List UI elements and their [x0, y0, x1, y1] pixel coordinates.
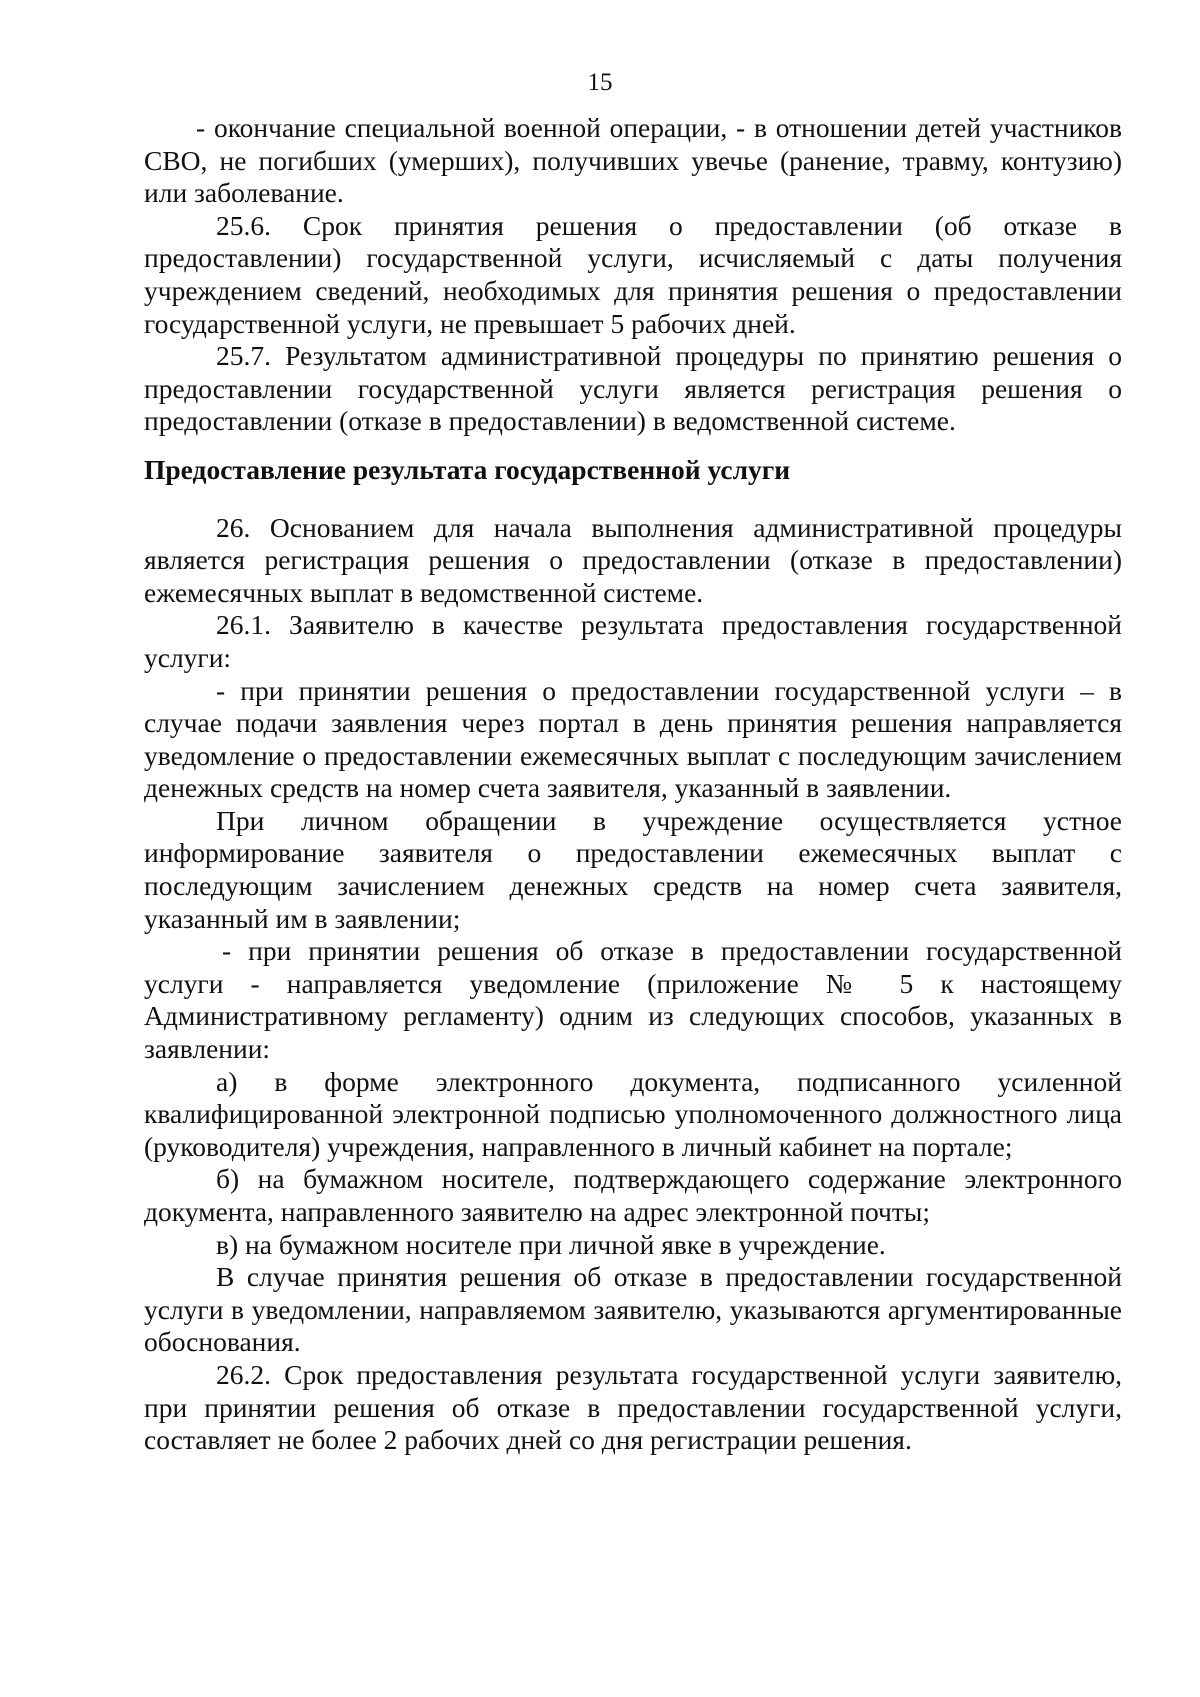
paragraph-26-2: 26.2. Срок предоставления результата государственной услуги заявителю, при принятии решения об отказе в предоставлении государственной услуги, составляет не более 2 рабочих дней со дня регистрации решения. — [144, 1358, 1122, 1456]
page-number: 15 — [587, 69, 613, 96]
paragraph-grant-decision: - при принятии решения о предоставлении государственной услуги – в случае подачи заявления через портал в день принятия решения направляется уведомление о предоставлении ежемесячных выплат с последующим зачислением денежных средств на номер счета заявителя, указанный в заявлении. — [144, 674, 1122, 804]
paragraph-personal-visit: При личном обращении в учреждение осуществляется устное информирование заявителя о предоставлении ежемесячных выплат с последующим зачислением денежных средств на номер счета заявителя, указанный им в заявлении; — [144, 804, 1122, 934]
document-body — [144, 112, 1122, 1457]
paragraph-25-6: 25.6. Срок принятия решения о предоставлении (об отказе в предоставлении) государственной услуги, исчисляемый с даты получения учреждением сведений, необходимых для принятия решения о предоставлении государственной услуги, не превышает 5 рабочих дней. — [144, 209, 1122, 339]
paragraph-option-a: а) в форме электронного документа, подписанного усиленной квалифицированной электронной подписью уполномоченного должностного лица (руководителя) учреждения, направленного в личный кабинет на портале; — [144, 1065, 1122, 1162]
section-heading: Предоставление результата государственной услуги — [144, 453, 791, 485]
paragraph-refusal-decision: - при принятии решения об отказе в предоставлении государственной услуги - направляется уведомление (приложение № 5 к настоящему Административному регламенту) одним из следующих способов, указанных в заявлении: — [144, 935, 1122, 1065]
paragraph-25-7: 25.7. Результатом административной процедуры по принятию решения о предоставлении государственной услуги является регистрация решения о предоставлении (отказе в предоставлении) в ведомственной системе. — [144, 340, 1122, 437]
paragraph-option-c: в) на бумажном носителе при личной явке в учреждение. — [216, 1228, 886, 1260]
paragraph-option-b: б) на бумажном носителе, подтверждающего содержание электронного документа, направленного заявителю на адрес электронной почты; — [144, 1163, 1122, 1227]
paragraph-26-1: 26.1. Заявителю в качестве результата предоставления государственной услуги: — [144, 609, 1122, 673]
paragraph-26: 26. Основанием для начала выполнения административной процедуры является регистрация решения о предоставлении (отказе в предоставлении) ежемесячных выплат в ведомственной системе. — [144, 511, 1122, 608]
paragraph-svo-end: - окончание специальной военной операции, - в отношении детей участников СВО, не погибших (умерших), получивших увечье (ранение, травму, контузию) или заболевание. — [144, 112, 1122, 209]
paragraph-refusal-reasons: В случае принятия решения об отказе в предоставлении государственной услуги в уведомлении, направляемом заявителю, указываются аргументированные обоснования. — [144, 1261, 1122, 1358]
